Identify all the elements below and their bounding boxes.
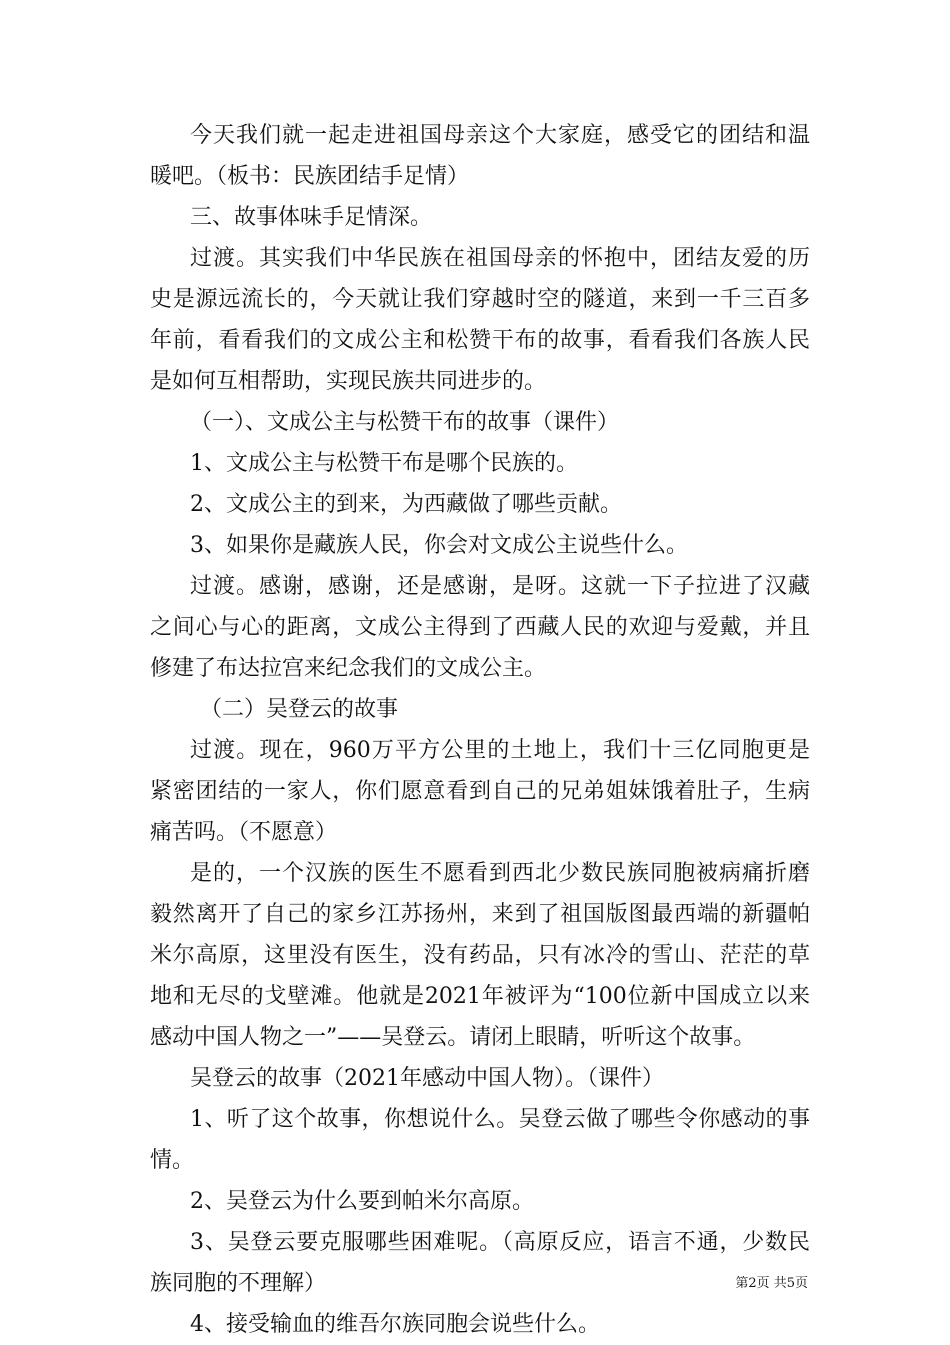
paragraph-line: 修建了布达拉宫来纪念我们的文成公主。 (150, 656, 547, 681)
document-body (150, 115, 810, 1345)
paragraph-line: 吴登云的故事（2021年感动中国人物）。（课件） (190, 1066, 664, 1091)
paragraph-line: 米尔高原，这里没有医生，没有药品，只有冰冷的雪山、茫茫的草 (150, 943, 810, 968)
subsection-heading: （二）吴登云的故事 (200, 697, 399, 722)
paragraph-line: 今天我们就一起走进祖国母亲这个大家庭，感受它的团结和温 (190, 123, 810, 148)
paragraph-line: 暖吧。（板书：民族团结手足情） (150, 164, 470, 189)
question-item: 2、文成公主的到来，为西藏做了哪些贡献。 (190, 492, 622, 517)
question-item: 1、文成公主与松赞干布是哪个民族的。 (190, 451, 578, 476)
paragraph-line: 毅然离开了自己的家乡江苏扬州，来到了祖国版图最西端的新疆帕 (150, 902, 810, 927)
paragraph-line: 感动中国人物之一”——吴登云。请闭上眼睛，听听这个故事。 (150, 1025, 756, 1050)
paragraph-line: 史是源远流长的，今天就让我们穿越时空的隧道，来到一千三百多 (150, 287, 810, 312)
paragraph-line: 痛苦吗。（不愿意） (150, 820, 338, 845)
section-heading: 三、故事体味手足情深。 (190, 205, 433, 230)
paragraph-line: 族同胞的不理解） (150, 1271, 327, 1296)
paragraph-line: 年前，看看我们的文成公主和松赞干布的故事，看看我们各族人民 (150, 328, 810, 353)
question-item: 4、接受输血的维吾尔族同胞会说些什么。 (190, 1312, 600, 1337)
paragraph-line: 情。 (150, 1148, 195, 1173)
paragraph-line: 过渡。感谢，感谢，还是感谢，是呀。这就一下子拉进了汉藏 (190, 574, 810, 599)
question-item: 1、听了这个故事，你想说什么。吴登云做了哪些令你感动的事 (190, 1107, 810, 1132)
question-item: 2、吴登云为什么要到帕米尔高原。 (190, 1189, 534, 1214)
paragraph-line: 是的，一个汉族的医生不愿看到西北少数民族同胞被病痛折磨 (190, 861, 810, 886)
paragraph-line: 是如何互相帮助，实现民族共同进步的。 (150, 369, 547, 394)
paragraph-line: 紧密团结的一家人，你们愿意看到自己的兄弟姐妹饿着肚子，生病 (150, 779, 810, 804)
subsection-heading: （一）、文成公主与松赞干布的故事（课件） (190, 410, 620, 435)
question-item: 3、如果你是藏族人民，你会对文成公主说些什么。 (190, 533, 688, 558)
paragraph-line: 过渡。其实我们中华民族在祖国母亲的怀抱中，团结友爱的历 (190, 246, 810, 271)
page-number: 第2页 共5页 (735, 1276, 808, 1291)
paragraph-line: 过渡。现在，960万平方公里的土地上，我们十三亿同胞更是 (190, 738, 810, 763)
paragraph-line: 地和无尽的戈壁滩。他就是2021年被评为“100位新中国成立以来 (150, 984, 810, 1009)
question-item: 3、吴登云要克服哪些困难呢。（高原反应，语言不通，少数民 (190, 1230, 810, 1255)
paragraph-line: 之间心与心的距离，文成公主得到了西藏人民的欢迎与爱戴，并且 (150, 615, 810, 640)
